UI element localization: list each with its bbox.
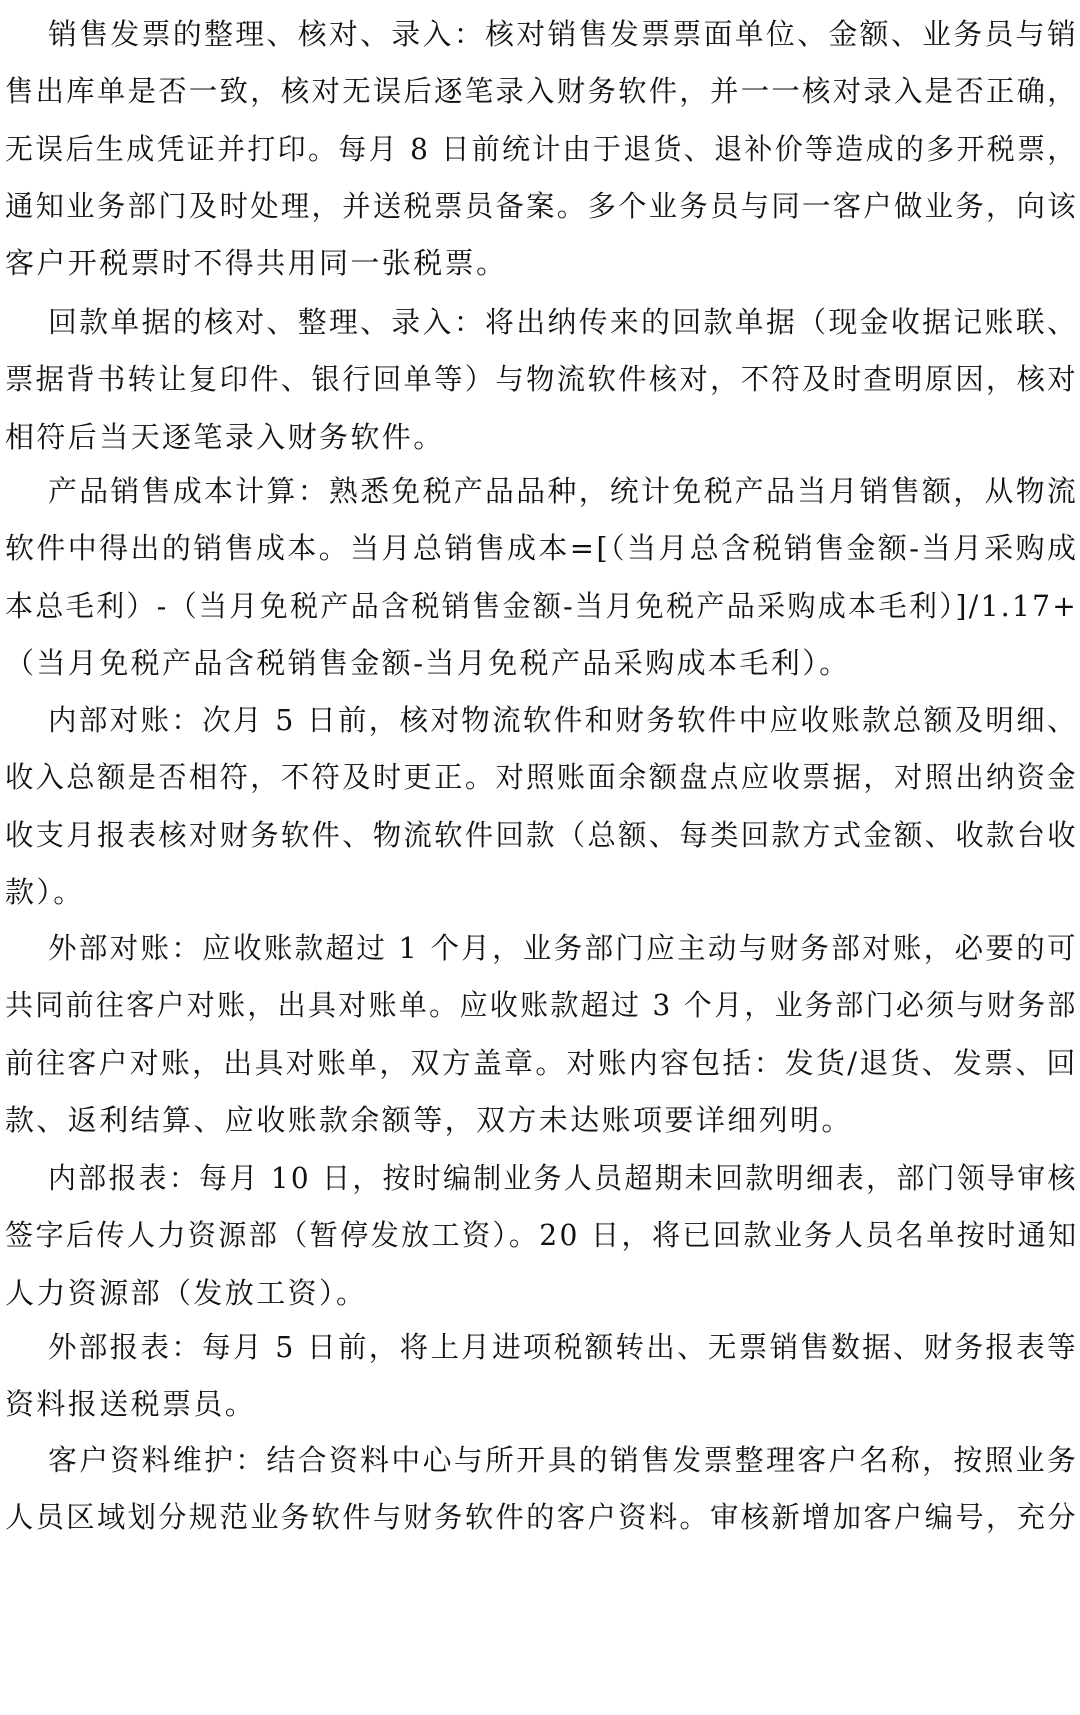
text-line: 回款单据的核对、整理、录入：将出纳传来的回款单据（现金收据记账联、 — [48, 305, 1079, 339]
text-line: 资料报送税票员。 — [5, 1387, 257, 1422]
text-line: 共同前往客户对账，出具对账单。应收账款超过 3 个月，业务部门必须与财务部 — [5, 988, 1078, 1023]
text-line: 内部报表：每月 10 日，按时编制业务人员超期未回款明细表，部门领导审核 — [48, 1161, 1078, 1195]
text-line: 签字后传人力资源部（暂停发放工资）。20 日，将已回款业务人员名单按时通知 — [5, 1218, 1079, 1253]
text-line: 人员区域划分规范业务软件与财务软件的客户资料。审核新增加客户编号，充分 — [5, 1500, 1078, 1535]
text-line: 人力资源部（发放工资）。 — [5, 1275, 368, 1310]
text-line: 软件中得出的销售成本。当月总销售成本=[（当月总含税销售金额-当月采购成 — [5, 531, 1079, 566]
text-line: 收支月报表核对财务软件、物流软件回款（总额、每类回款方式金额、收款台收 — [5, 817, 1078, 852]
text-line: 相符后当天逐笔录入财务软件。 — [5, 419, 445, 454]
text-line: 无误后生成凭证并打印。每月 8 日前统计由于退货、退补价等造成的多开税票， — [5, 131, 1078, 166]
text-line: 产品销售成本计算：熟悉免税产品品种，统计免税产品当月销售额，从物流 — [48, 474, 1079, 508]
text-line: 款、返利结算、应收账款余额等，双方未达账项要详细列明。 — [5, 1102, 853, 1137]
text-line: 收入总额是否相符，不符及时更正。对照账面余额盘点应收票据，对照出纳资金 — [5, 760, 1078, 795]
text-line: 客户资料维护：结合资料中心与所开具的销售发票整理客户名称，按照业务 — [48, 1443, 1079, 1477]
text-line: 前往客户对账，出具对账单，双方盖章。对账内容包括：发货/退货、发票、回 — [5, 1045, 1078, 1080]
text-line: 售出库单是否一致，核对无误后逐笔录入财务软件，并一一核对录入是否正确， — [5, 74, 1078, 109]
text-line: （当月免税产品含税销售金额-当月免税产品采购成本毛利）。 — [5, 645, 851, 680]
text-line: 通知业务部门及时处理，并送税票员备案。多个业务员与同一客户做业务，向该 — [5, 188, 1078, 223]
text-line: 本总毛利）-（当月免税产品含税销售金额-当月免税产品采购成本毛利）]/1.17+ — [5, 588, 1079, 623]
text-line: 外部报表：每月 5 日前，将上月进项税额转出、无票销售数据、财务报表等 — [48, 1330, 1078, 1364]
text-line: 外部对账：应收账款超过 1 个月，业务部门应主动与财务部对账，必要的可 — [48, 931, 1078, 965]
text-line: 票据背书转让复印件、银行回单等）与物流软件核对，不符及时查明原因，核对 — [5, 362, 1078, 397]
text-line: 客户开税票时不得共用同一张税票。 — [5, 246, 508, 281]
text-line: 款）。 — [5, 874, 85, 909]
text-line: 销售发票的整理、核对、录入：核对销售发票票面单位、金额、业务员与销 — [48, 17, 1079, 51]
text-line: 内部对账：次月 5 日前，核对物流软件和财务软件中应收账款总额及明细、 — [48, 703, 1078, 737]
